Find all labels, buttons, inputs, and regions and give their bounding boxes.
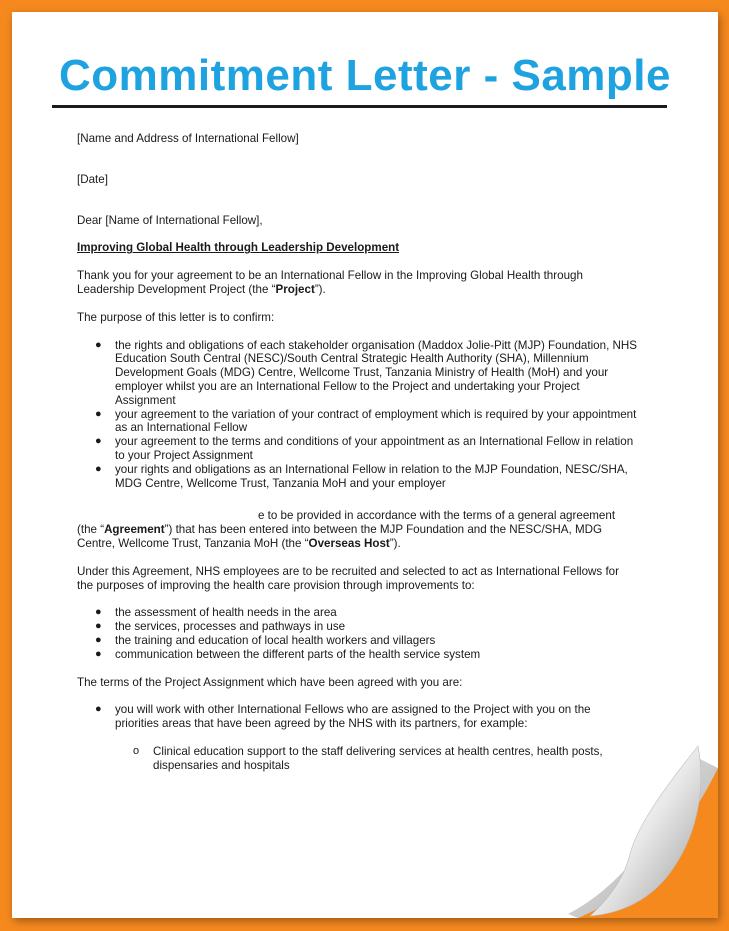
list-item: ● your rights and obligations as an International Fellow in relation to the MJP Foundation, NESC/SHA, MDG Centre, Wellcome Trust, Tanzania MoH and your employer xyxy=(95,462,628,490)
bullet-icon: ● xyxy=(95,338,102,351)
bullet-icon: ● xyxy=(95,633,102,646)
agreement-paragraph xyxy=(77,509,637,550)
intro-project-term: Project xyxy=(275,282,315,296)
letter-body xyxy=(77,132,637,773)
under-agreement-paragraph: Under this Agreement, NHS employees are to be recruited and selected to act as International Fellows for the purposes of improving the health care provision through improvements to: xyxy=(77,564,619,592)
list-item: ● your agreement to the terms and conditions of your appointment as an International Fellow in relation to your Project Assignment xyxy=(95,435,634,462)
address-placeholder: [Name and Address of International Fellow] xyxy=(77,132,299,145)
bullet-icon: ● xyxy=(95,703,102,716)
agreement-text-1: e to be provided in accordance with the terms of a general agreement (the “ xyxy=(77,509,616,537)
circle-bullet-icon: o xyxy=(133,744,140,757)
purpose-intro: The purpose of this letter is to confirm: xyxy=(77,310,275,324)
agreement-text-2: ”) that has been entered into between the MJP Foundation and the NESC/SHA, MDG Centre, Wellcome Trust, Tanzania MoH (the “ xyxy=(77,523,603,550)
bullet-icon: ● xyxy=(95,647,102,660)
intro-text-1: Thank you for your agreement to be an International Fellow in the Improving Global Health through Leadership Development Project (the “ xyxy=(77,269,583,296)
list-item: ● the assessment of health needs in the area xyxy=(95,606,337,620)
letter-page xyxy=(12,12,718,918)
list-item: ● your agreement to the variation of your contract of employment which is required by your appointment as an International Fellow xyxy=(95,407,637,435)
bullet-icon: ● xyxy=(95,620,102,633)
list-item: ● the training and education of local health workers and villagers xyxy=(95,633,436,647)
list-item: ● the rights and obligations of each stakeholder organisation (Maddox Jolie-Pitt (MJP) Foundation, NHS Education South Central (NESC)/South Central Strategic Health Authority (SHA), Millennium Development Goals (MDG) Centre, Wellcome Trust, Tanzania Ministry of Health (MoH) and your employer whilst you are an International Fellow to the Project and undertaking your Project Assignment xyxy=(95,338,637,407)
list-item: o Clinical education support to the staff delivering services at health centres, health posts, dispensaries and hospitals xyxy=(133,744,603,772)
page-title: Commitment Letter - Sample xyxy=(59,51,671,100)
salutation: Dear [Name of International Fellow], xyxy=(77,213,263,227)
improvement-list xyxy=(77,606,637,661)
list-item: ● the services, processes and pathways in use xyxy=(95,620,346,634)
terms-intro: The terms of the Project Assignment which have been agreed with you are: xyxy=(77,675,463,689)
subject-heading: Improving Global Health through Leadership Development xyxy=(77,241,400,255)
terms-list xyxy=(77,703,637,731)
bullet-icon: ● xyxy=(95,606,102,619)
page-curl-icon xyxy=(548,728,718,918)
agreement-text-3: ”). xyxy=(389,536,401,550)
overseas-host-term: Overseas Host xyxy=(308,536,390,550)
purpose-list xyxy=(77,339,637,491)
list-item: ● you will work with other International Fellows who are assigned to the Project with you on the priorities areas that have been agreed by the NHS with its partners, for example: xyxy=(95,703,591,731)
intro-paragraph xyxy=(77,269,637,297)
bullet-icon: ● xyxy=(95,407,102,420)
date-placeholder: [Date] xyxy=(77,172,108,186)
bullet-icon: ● xyxy=(95,462,102,475)
bullet-icon: ● xyxy=(95,435,102,448)
list-item: ● communication between the different parts of the health service system xyxy=(95,647,481,661)
intro-text-2: ”). xyxy=(314,282,326,296)
title-divider xyxy=(52,105,667,108)
agreement-term: Agreement xyxy=(104,523,165,537)
